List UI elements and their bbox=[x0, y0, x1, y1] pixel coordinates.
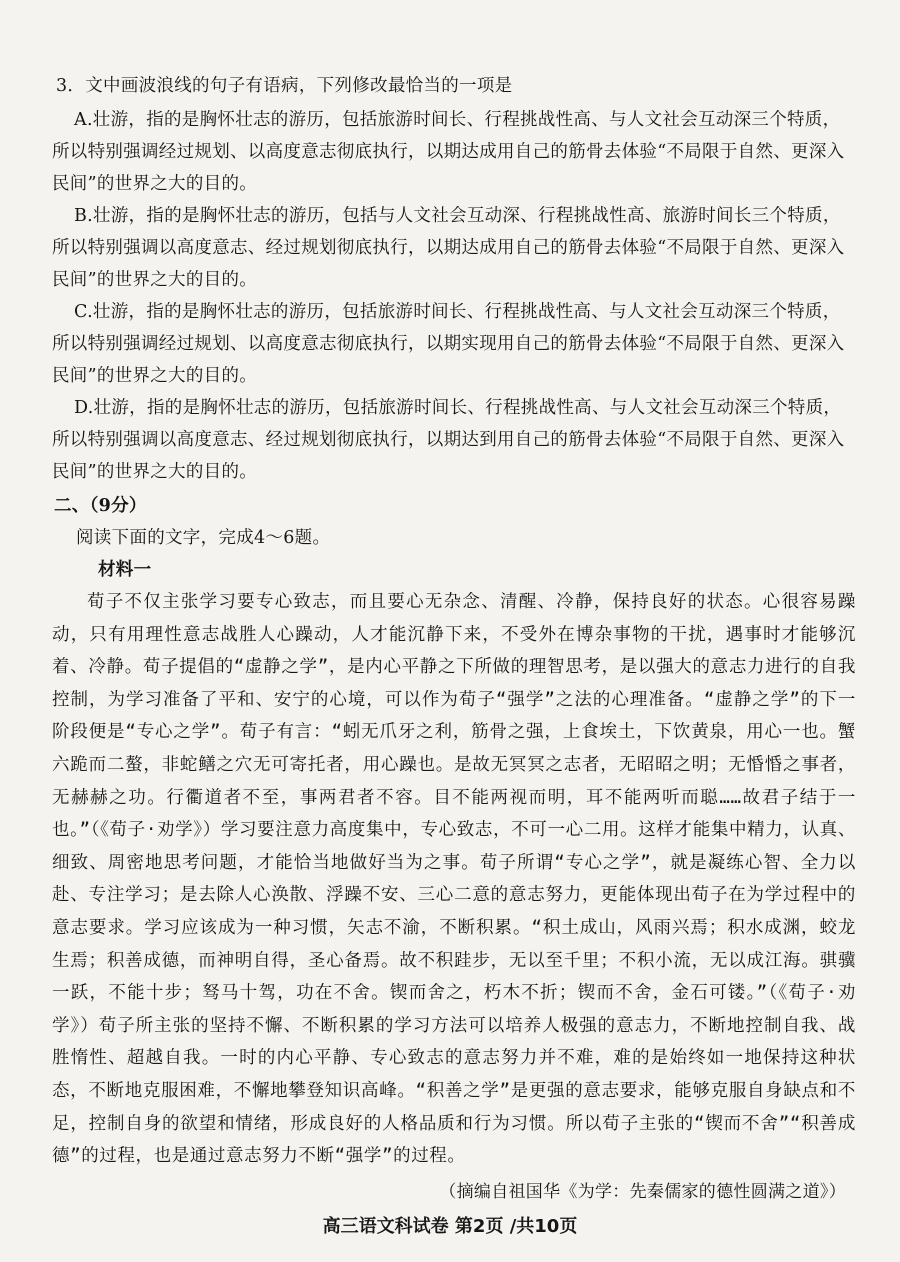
section-2 bbox=[52, 490, 856, 1202]
option-d: D.壮游，指的是胸怀壮志的游历，包括旅游时间长、行程挑战性高、与人文社会互动深三个特质，所以特别强调以高度意志、经过规划彻底执行，以期达到用自己的筋骨去体验“不局限于自然、更深入民间”的世界之大的目的。 bbox=[52, 398, 845, 482]
material-body: 荀子不仅主张学习要专心致志，而且要心无杂念、清醒、冷静，保持良好的状态。心很容易躁动，只有用理性意志战胜人心躁动，人才能沉静下来，不受外在博杂事物的干扰，遇事时才能够沉着、冷静。荀子提倡的“虚静之学”，是内心平静之下所做的理智思考，是以强大的意志力进行的自我控制，为学习准备了平和、安宁的心境，可以作为荀子“强学”之法的心理准备。“虚静之学”的下一阶段便是“专心之学”。荀子有言：“蚓无爪牙之利，筋骨之强，上食埃土，下饮黄泉，用心一也。蟹六跪而二螯，非蛇鳝之穴无可寄托者，用心躁也。是故无冥冥之志者，无昭昭之明；无惛惛之事者，无赫赫之功。行衢道者不至，事两君者不容。目不能两视而明，耳不能两听而聪……故君子结于一也。”（《荀子·劝学》）学习要注意力高度集中，专心致志，不可一心二用。这样才能集中精力，认真、细致、周密地思考问题，才能恰当地做好当为之事。荀子所谓“专心之学”，就是凝练心智、全力以赴、专注学习；是去除人心涣散、浮躁不安、三心二意的意志努力，更能体现出荀子在为学过程中的意志要求。学习应该成为一种习惯，矢志不渝，不断积累。“积土成山，风雨兴焉；积水成渊，蛟龙生焉；积善成德，而神明自得，圣心备焉。故不积跬步，无以至千里；不积小流，无以成江海。骐骥一跃，不能十步；驽马十驾，功在不舍。锲而舍之，朽木不折；锲而不舍，金石可镂。”（《荀子·劝学》）荀子所主张的坚持不懈、不断积累的学习方法可以培养人极强的意志力，不断地控制自我、战胜惰性、超越自我。一时的内心平静、专心致志的意志努力并不难，难的是始终如一地保持这种状态，不断地克服困难，不懈地攀登知识高峰。“积善之学”是更强的意志要求，能够克服自身缺点和不足，控制自身的欲望和情绪，形成良好的人格品质和行为习惯。所以荀子主张的“锲而不舍”“积善成德”的过程，也是通过意志努力不断“强学”的过程。 bbox=[52, 592, 856, 1167]
option-c: C.壮游，指的是胸怀壮志的游历，包括旅游时间长、行程挑战性高、与人文社会互动深三个特质，所以特别强调经过规划、以高度意志彻底执行，以期实现用自己的筋骨去体验“不局限于自然、更深入民间”的世界之大的目的。 bbox=[52, 302, 845, 386]
page-footer: 高三语文科试卷 第2页 /共10页 bbox=[322, 1216, 578, 1237]
question-3 bbox=[52, 70, 856, 488]
material-title: 材料一 bbox=[98, 560, 152, 580]
reading-instruction: 阅读下面的文字，完成4～6题。 bbox=[76, 528, 331, 548]
section-heading: 二、（9分） bbox=[54, 496, 147, 516]
option-a: A.壮游，指的是胸怀壮志的游历，包括旅游时间长、行程挑战性高、与人文社会互动深三个特质，所以特别强调经过规划、以高度意志彻底执行，以期达成用自己的筋骨去体验“不局限于自然、更深入民间”的世界之大的目的。 bbox=[52, 110, 845, 194]
option-b: B.壮游，指的是胸怀壮志的游历，包括与人文社会互动深、行程挑战性高、旅游时间长三个特质，所以特别强调以高度意志、经过规划彻底执行，以期达成用自己的筋骨去体验“不局限于自然、更深入民间”的世界之大的目的。 bbox=[52, 206, 845, 290]
material-source: （摘编自祖国华《为学：先秦儒家的德性圆满之道》） bbox=[439, 1181, 846, 1202]
question-stem: 3．文中画波浪线的句子有语病，下列修改最恰当的一项是 bbox=[56, 76, 513, 96]
